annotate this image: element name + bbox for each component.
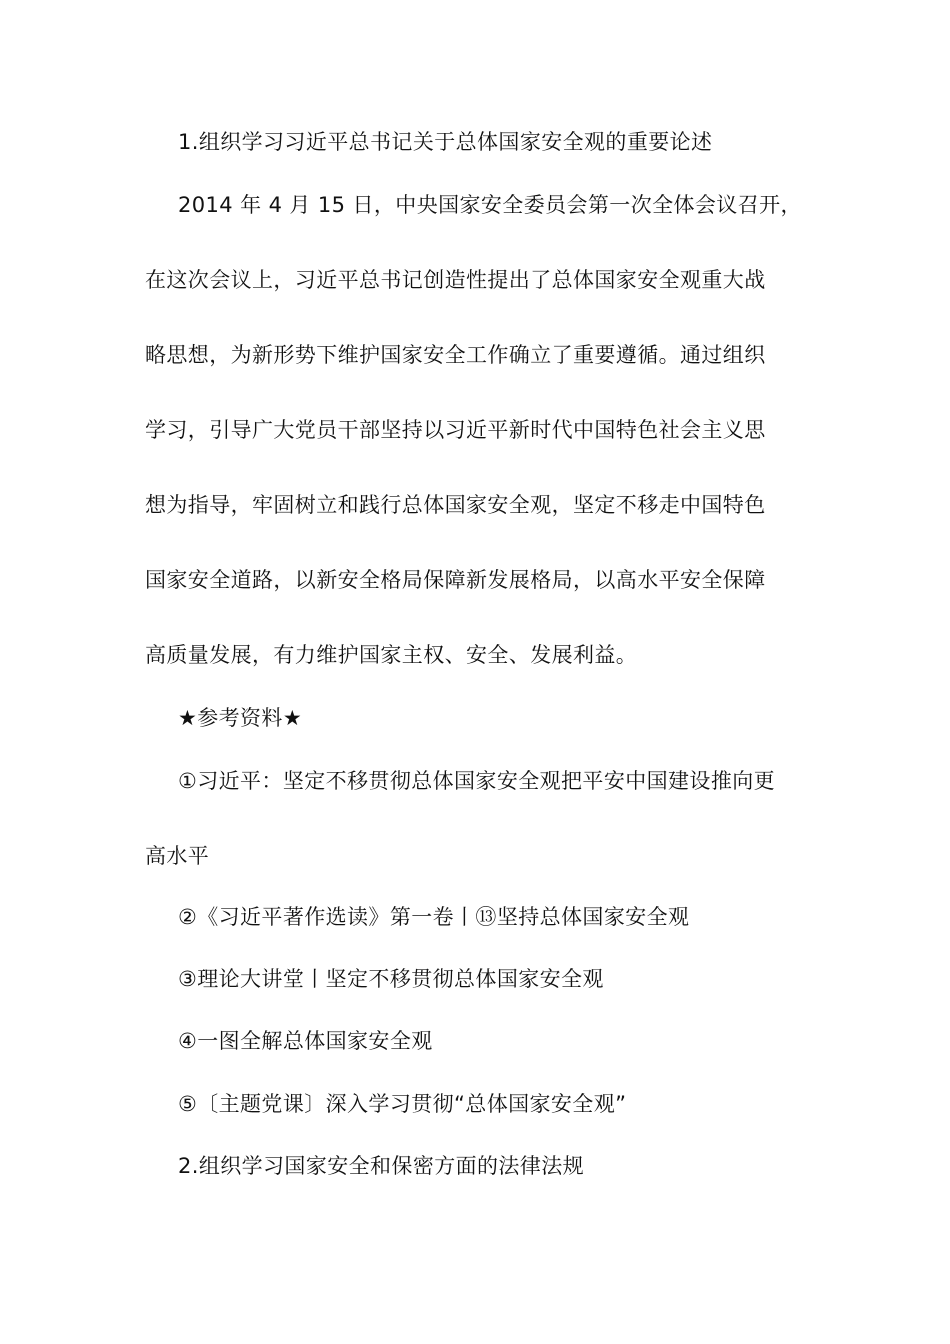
paragraph-line: 在这次会议上，习近平总书记创造性提出了总体国家安全观重大战 [145,268,766,292]
section-heading-2: 2.组织学习国家安全和保密方面的法律法规 [178,1154,585,1178]
paragraph-line: 略思想，为新形势下维护国家安全工作确立了重要遵循。通过组织 [145,343,766,367]
reference-item-continued: 高水平 [145,844,210,868]
reference-item: ⑤〔主题党课〕深入学习贯彻“总体国家安全观” [178,1092,627,1116]
reference-item: ②《习近平著作选读》第一卷丨⑬坚持总体国家安全观 [178,905,690,929]
reference-item: ①习近平：坚定不移贯彻总体国家安全观把平安中国建设推向更 [178,769,776,793]
references-heading: ★参考资料★ [178,706,303,730]
paragraph-line: 2014 年 4 月 15 日，中央国家安全委员会第一次全体会议召开， [178,193,802,217]
reference-item: ③理论大讲堂丨坚定不移贯彻总体国家安全观 [178,967,604,991]
paragraph-line: 想为指导，牢固树立和践行总体国家安全观，坚定不移走中国特色 [145,493,766,517]
paragraph-line: 国家安全道路，以新安全格局保障新发展格局，以高水平安全保障 [145,568,766,592]
paragraph-line: 学习，引导广大党员干部坚持以习近平新时代中国特色社会主义思 [145,418,766,442]
reference-item: ④一图全解总体国家安全观 [178,1029,433,1053]
paragraph-line: 高质量发展，有力维护国家主权、安全、发展利益。 [145,643,638,667]
section-heading-1: 1.组织学习习近平总书记关于总体国家安全观的重要论述 [178,130,713,154]
